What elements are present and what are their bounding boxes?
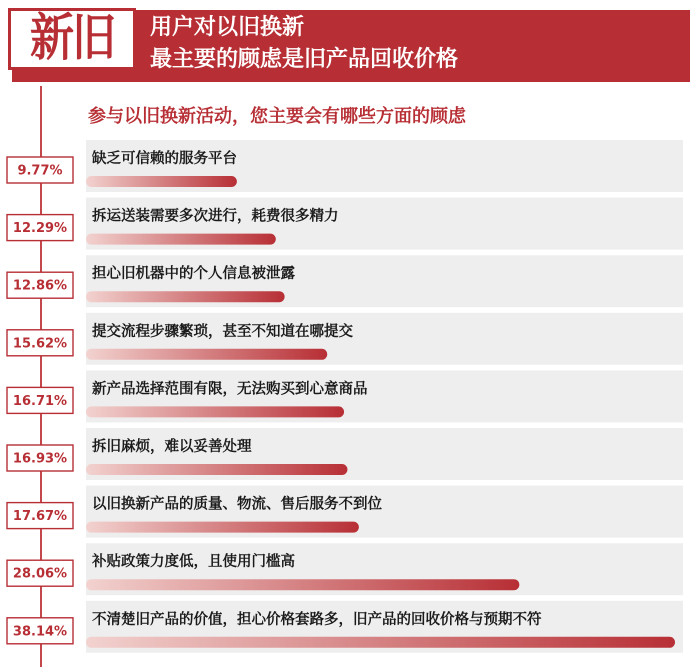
category-label: 拆旧麻烦，难以妥善处理 [92, 439, 252, 455]
value-label: 9.77% [17, 163, 63, 179]
category-label: 新产品选择范围有限，无法购买到心意商品 [92, 381, 368, 398]
title-line-1: 用户对以旧换新 [150, 15, 305, 40]
category-label: 拆运送装需要多次进行，耗费很多精力 [92, 208, 339, 225]
category-label: 补贴政策力度低，且使用门槛高 [92, 554, 295, 571]
bar [86, 522, 359, 533]
category-label: 以旧换新产品的质量、物流、售后服务不到位 [92, 496, 382, 513]
value-label: 16.93% [12, 451, 68, 467]
category-label: 提交流程步骤繁琐，甚至不知道在哪提交 [92, 323, 353, 340]
bar [86, 291, 285, 302]
chart-question: 参与以旧换新活动，您主要会有哪些方面的顾虑 [88, 106, 466, 127]
logo-text: 新旧 [30, 9, 114, 68]
bar [86, 579, 519, 590]
value-label: 12.86% [12, 278, 68, 294]
title-line-2: 最主要的顾虑是旧产品回收价格 [150, 47, 459, 72]
category-label: 不清楚旧产品的价值，担心价格套路多，旧产品的回收价格与预期不符 [92, 611, 542, 628]
value-label: 38.14% [12, 624, 68, 640]
value-label: 28.06% [12, 566, 68, 582]
value-label: 16.71% [12, 393, 68, 409]
bar [86, 637, 675, 648]
bar [86, 176, 237, 187]
category-label: 担心旧机器中的个人信息被泄露 [92, 266, 295, 283]
bar [86, 349, 327, 360]
value-label: 12.29% [12, 221, 68, 237]
value-label: 15.62% [12, 336, 68, 352]
category-label: 缺乏可信赖的服务平台 [92, 151, 237, 167]
bar [86, 406, 344, 417]
bar [86, 464, 347, 475]
value-label: 17.67% [12, 509, 68, 525]
bar [86, 234, 276, 245]
